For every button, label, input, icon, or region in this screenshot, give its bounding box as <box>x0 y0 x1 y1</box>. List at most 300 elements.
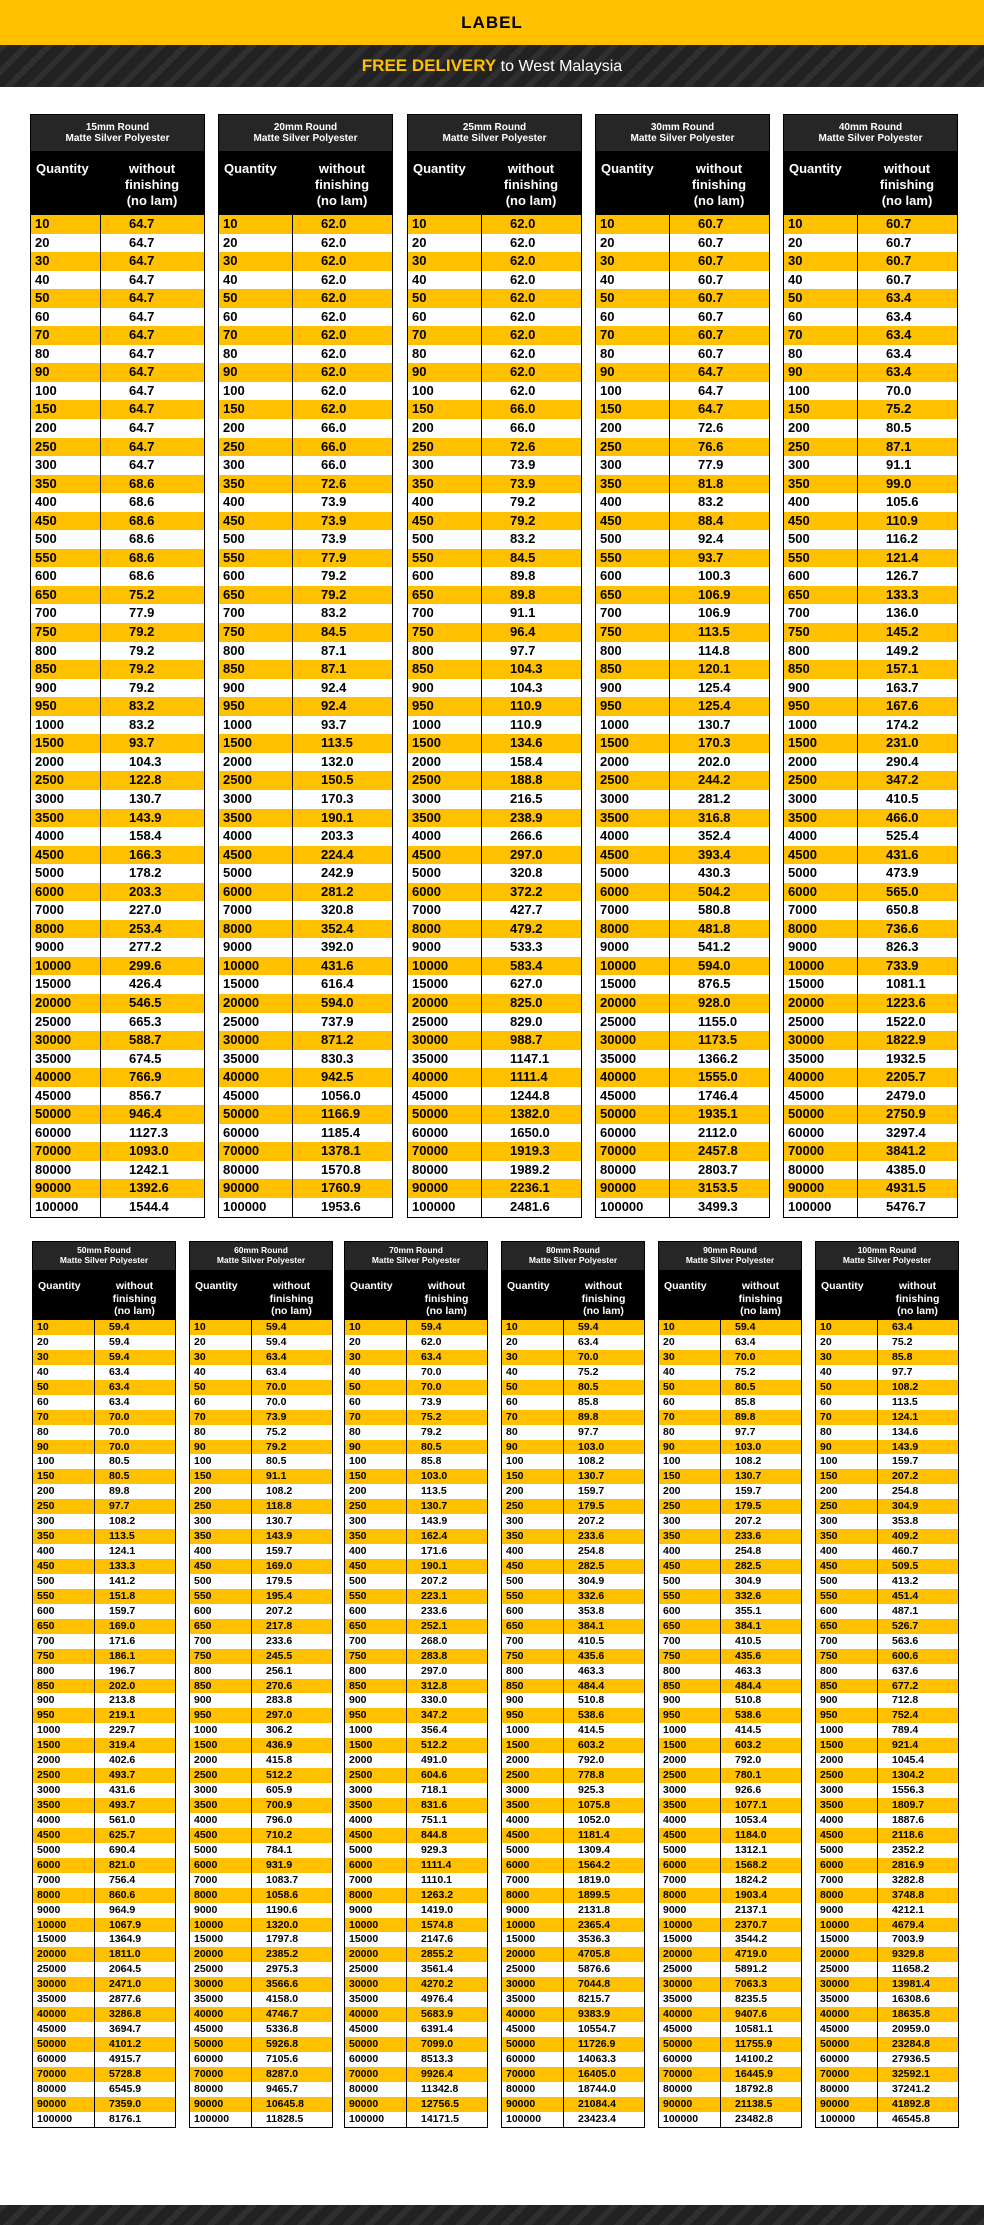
price-cell: 62.0 <box>510 308 536 324</box>
quantity-cell: 3500 <box>345 1798 407 1813</box>
price-cell: 9926.4 <box>421 2067 454 2080</box>
price-cell: 63.4 <box>886 345 912 361</box>
quantity-cell: 600 <box>408 567 482 586</box>
price-cell: 11828.5 <box>266 2112 304 2125</box>
table-row <box>219 1105 392 1124</box>
quantity-cell: 45000 <box>408 1087 482 1106</box>
quantity-cell: 30000 <box>345 1977 407 1992</box>
table-row <box>190 2037 332 2052</box>
price-cell: 299.6 <box>129 957 162 973</box>
price-cell: 66.0 <box>321 438 347 454</box>
table-row <box>219 252 392 271</box>
quantity-cell: 2500 <box>33 1768 95 1783</box>
quantity-cell: 400 <box>31 493 101 512</box>
table-row <box>31 1142 204 1161</box>
quantity-cell: 900 <box>345 1693 407 1708</box>
table-row <box>659 1708 801 1723</box>
price-cell: 1075.8 <box>578 1799 611 1811</box>
table-row <box>33 1947 175 1962</box>
table-row <box>31 363 204 382</box>
table-row <box>33 1514 175 1529</box>
table-row <box>33 1649 175 1664</box>
table-row <box>596 790 769 809</box>
quantity-cell: 30000 <box>219 1031 293 1050</box>
quantity-cell: 45000 <box>31 1087 101 1106</box>
price-cell: 60.7 <box>698 271 724 287</box>
quantity-cell: 9000 <box>659 1903 721 1918</box>
quantity-cell: 45000 <box>219 1087 293 1106</box>
quantity-cell: 150 <box>408 400 482 419</box>
price-cell: 64.7 <box>129 290 155 306</box>
quantity-cell: 100000 <box>31 1198 101 1217</box>
table-row <box>345 1380 487 1395</box>
quantity-cell: 70000 <box>502 2067 564 2082</box>
price-cell: 83.2 <box>129 716 155 732</box>
table-row <box>596 345 769 364</box>
quantity-cell: 750 <box>33 1649 95 1664</box>
table-row <box>190 1828 332 1843</box>
quantity-cell: 500 <box>784 530 858 549</box>
quantity-cell: 5000 <box>190 1843 252 1858</box>
quantity-cell: 35000 <box>659 1992 721 2007</box>
quantity-cell: 60000 <box>31 1124 101 1143</box>
table-row <box>219 419 392 438</box>
quantity-cell: 8000 <box>345 1888 407 1903</box>
price-cell: 426.4 <box>129 976 162 992</box>
table-row <box>659 1320 801 1335</box>
table-row <box>408 734 581 753</box>
price-cell: 233.6 <box>421 1604 448 1617</box>
table-row <box>816 1918 958 1933</box>
price-cell: 134.6 <box>892 1425 919 1438</box>
quantity-cell: 20000 <box>659 1947 721 1962</box>
quantity-cell: 350 <box>33 1529 95 1544</box>
price-header <box>252 1270 331 1320</box>
table-row <box>31 549 204 568</box>
footer-bar <box>0 2205 984 2225</box>
quantity-cell: 1500 <box>408 734 482 753</box>
price-cell: 796.0 <box>266 1813 293 1826</box>
table-row <box>816 1559 958 1574</box>
quantity-cell: 20 <box>31 234 101 253</box>
price-cell: 63.4 <box>735 1335 756 1348</box>
table-row <box>816 1798 958 1813</box>
table-row <box>345 2082 487 2097</box>
price-cell: 219.1 <box>109 1709 136 1722</box>
quantity-cell: 6000 <box>408 883 482 902</box>
price-cell: 202.0 <box>698 753 731 769</box>
table-row <box>190 1484 332 1499</box>
table-row <box>816 1708 958 1723</box>
table-row <box>502 1813 644 1828</box>
table-row <box>31 1013 204 1032</box>
quantity-cell: 300 <box>659 1514 721 1529</box>
quantity-cell: 3500 <box>31 809 101 828</box>
quantity-cell: 200 <box>33 1484 95 1499</box>
table-row <box>33 1544 175 1559</box>
price-cell: 179.5 <box>266 1574 293 1587</box>
quantity-cell: 3000 <box>219 790 293 809</box>
price-cell: 304.9 <box>892 1500 919 1513</box>
table-row <box>219 660 392 679</box>
table-row <box>31 215 204 234</box>
quantity-cell: 40000 <box>33 2007 95 2022</box>
table-row <box>596 771 769 790</box>
table-row <box>345 1350 487 1365</box>
quantity-cell: 30000 <box>33 1977 95 1992</box>
table-row <box>345 1843 487 1858</box>
quantity-cell: 800 <box>596 642 670 661</box>
table-row <box>596 827 769 846</box>
table-row <box>408 604 581 623</box>
quantity-cell: 40 <box>408 271 482 290</box>
price-cell: 62.0 <box>321 271 347 287</box>
quantity-cell: 60000 <box>784 1124 858 1143</box>
quantity-cell: 1000 <box>816 1723 878 1738</box>
table-row <box>816 1440 958 1455</box>
price-cell: 136.0 <box>886 605 919 621</box>
table-title <box>31 115 204 151</box>
price-cell: 130.7 <box>421 1500 448 1513</box>
quantity-cell: 4000 <box>219 827 293 846</box>
quantity-header: Quantity <box>821 1280 864 1292</box>
table-row <box>816 1932 958 1947</box>
price-cell: 87.1 <box>321 642 347 658</box>
quantity-cell: 400 <box>190 1544 252 1559</box>
table-row <box>190 2022 332 2037</box>
price-header-line: (no lam) <box>897 1305 938 1318</box>
price-cell: 4746.7 <box>266 2008 299 2021</box>
table-row <box>219 1142 392 1161</box>
price-cell: 145.2 <box>886 624 919 640</box>
price-header-line: finishing <box>691 176 747 192</box>
table-row <box>345 1604 487 1619</box>
price-cell: 70.0 <box>109 1440 130 1453</box>
price-cell: 60.7 <box>698 234 724 250</box>
table-row <box>408 938 581 957</box>
price-cell: 283.8 <box>421 1649 448 1662</box>
quantity-cell: 45000 <box>816 2022 878 2037</box>
quantity-cell: 300 <box>190 1514 252 1529</box>
price-cell: 510.8 <box>735 1694 762 1707</box>
price-cell: 80.5 <box>735 1380 756 1393</box>
table-row <box>659 1440 801 1455</box>
price-cell: 64.7 <box>129 253 155 269</box>
table-row <box>219 846 392 865</box>
table-row <box>502 1903 644 1918</box>
quantity-cell: 40000 <box>190 2007 252 2022</box>
price-cell: 281.2 <box>698 790 731 806</box>
quantity-cell: 8000 <box>190 1888 252 1903</box>
price-cell: 196.7 <box>109 1664 136 1677</box>
quantity-cell: 8000 <box>31 920 101 939</box>
table-row <box>31 1124 204 1143</box>
table-row <box>596 493 769 512</box>
quantity-cell: 25000 <box>408 1013 482 1032</box>
quantity-cell: 650 <box>596 586 670 605</box>
quantity-cell: 200 <box>659 1484 721 1499</box>
price-cell: 81.8 <box>698 475 724 491</box>
quantity-cell: 550 <box>345 1589 407 1604</box>
price-cell: 493.7 <box>109 1769 136 1782</box>
table-row <box>784 493 957 512</box>
quantity-cell: 550 <box>33 1589 95 1604</box>
quantity-cell: 20 <box>190 1335 252 1350</box>
quantity-cell: 9000 <box>31 938 101 957</box>
table-row <box>345 1634 487 1649</box>
price-cell: 233.6 <box>266 1634 293 1647</box>
table-row <box>784 679 957 698</box>
quantity-cell: 250 <box>596 438 670 457</box>
price-cell: 113.5 <box>321 735 353 751</box>
price-cell: 79.2 <box>321 586 347 602</box>
quantity-cell: 90 <box>31 363 101 382</box>
table-row <box>345 1574 487 1589</box>
quantity-header: Quantity <box>664 1280 707 1292</box>
quantity-cell: 100 <box>659 1454 721 1469</box>
table-row <box>31 1050 204 1069</box>
price-cell: 64.7 <box>129 364 155 380</box>
quantity-cell: 15000 <box>31 975 101 994</box>
quantity-cell: 15000 <box>596 975 670 994</box>
quantity-cell: 700 <box>33 1634 95 1649</box>
price-cell: 89.8 <box>510 586 536 602</box>
quantity-cell: 650 <box>502 1619 564 1634</box>
table-row <box>816 1753 958 1768</box>
quantity-cell: 300 <box>816 1514 878 1529</box>
price-cell: 384.1 <box>578 1619 605 1632</box>
price-cell: 487.1 <box>892 1604 919 1617</box>
quantity-cell: 3000 <box>408 790 482 809</box>
quantity-cell: 100 <box>502 1454 564 1469</box>
price-cell: 1127.3 <box>129 1124 169 1140</box>
quantity-cell: 350 <box>502 1529 564 1544</box>
table-row <box>33 1873 175 1888</box>
price-cell: 533.3 <box>510 939 543 955</box>
table-row <box>190 1574 332 1589</box>
price-table <box>407 114 582 1218</box>
price-cell: 66.0 <box>510 401 536 417</box>
table-row <box>219 716 392 735</box>
table-row <box>33 1335 175 1350</box>
price-cell: 124.1 <box>892 1410 919 1423</box>
table-header <box>31 151 204 215</box>
table-title-material: Matte Silver Polyester <box>842 1255 932 1265</box>
price-cell: 1058.6 <box>266 1888 299 1901</box>
price-cell: 60.7 <box>886 271 912 287</box>
price-cell: 63.4 <box>421 1350 442 1363</box>
table-row <box>190 1619 332 1634</box>
quantity-cell: 30 <box>502 1350 564 1365</box>
price-cell: 270.6 <box>266 1679 293 1692</box>
quantity-cell: 3000 <box>33 1783 95 1798</box>
price-cell: 110.9 <box>510 716 542 732</box>
price-header <box>670 151 768 215</box>
quantity-cell: 70 <box>816 1410 878 1425</box>
price-cell: 384.1 <box>735 1619 762 1632</box>
table-row <box>659 1484 801 1499</box>
quantity-cell: 35000 <box>502 1992 564 2007</box>
price-cell: 463.3 <box>735 1664 762 1677</box>
quantity-cell: 8000 <box>33 1888 95 1903</box>
quantity-cell: 60000 <box>190 2052 252 2067</box>
price-cell: 130.7 <box>578 1470 605 1483</box>
quantity-cell: 800 <box>659 1664 721 1679</box>
price-header-line: (no lam) <box>583 1305 624 1318</box>
price-cell: 4270.2 <box>421 1978 454 1991</box>
table-row <box>31 938 204 957</box>
price-table <box>815 1241 959 2128</box>
table-row <box>345 1454 487 1469</box>
quantity-cell: 4000 <box>345 1813 407 1828</box>
table-row <box>816 1664 958 1679</box>
quantity-cell: 150 <box>816 1469 878 1484</box>
table-row <box>408 1198 581 1217</box>
quantity-cell: 450 <box>596 512 670 531</box>
quantity-cell: 750 <box>31 623 101 642</box>
table-row <box>408 1161 581 1180</box>
quantity-cell: 5000 <box>784 864 858 883</box>
table-row <box>345 2022 487 2037</box>
table-row <box>345 1992 487 2007</box>
price-cell: 784.1 <box>266 1843 293 1856</box>
quantity-cell: 15000 <box>659 1932 721 1947</box>
quantity-cell: 4000 <box>659 1813 721 1828</box>
quantity-cell: 800 <box>31 642 101 661</box>
quantity-cell: 70000 <box>190 2067 252 2082</box>
quantity-cell: 750 <box>596 623 670 642</box>
table-row <box>596 1013 769 1032</box>
quantity-cell: 550 <box>190 1589 252 1604</box>
quantity-cell: 250 <box>190 1499 252 1514</box>
price-cell: 143.9 <box>892 1440 919 1453</box>
quantity-cell: 950 <box>219 697 293 716</box>
quantity-cell: 2500 <box>219 771 293 790</box>
table-row <box>219 697 392 716</box>
table-row <box>816 1977 958 1992</box>
table-row <box>502 1350 644 1365</box>
price-header <box>95 1270 174 1320</box>
quantity-cell: 1000 <box>31 716 101 735</box>
table-row <box>31 1161 204 1180</box>
quantity-cell: 30 <box>190 1350 252 1365</box>
quantity-cell: 1000 <box>502 1723 564 1738</box>
quantity-cell: 4500 <box>345 1828 407 1843</box>
table-row <box>816 2082 958 2097</box>
table-row <box>502 1484 644 1499</box>
quantity-cell: 9000 <box>596 938 670 957</box>
price-cell: 332.6 <box>578 1589 605 1602</box>
table-row <box>408 456 581 475</box>
price-cell: 242.9 <box>321 865 354 881</box>
price-cell: 68.6 <box>129 494 155 510</box>
quantity-cell: 10 <box>784 215 858 234</box>
price-cell: 1111.4 <box>510 1069 548 1085</box>
price-cell: 62.0 <box>321 382 347 398</box>
quantity-cell: 50000 <box>659 2037 721 2052</box>
price-cell: 825.0 <box>510 994 543 1010</box>
quantity-cell: 950 <box>659 1708 721 1723</box>
price-cell: 11755.9 <box>735 2038 773 2050</box>
table-row <box>345 1425 487 1440</box>
table-row <box>33 1380 175 1395</box>
table-row <box>345 2007 487 2022</box>
delivery-banner <box>0 45 984 87</box>
quantity-cell: 40000 <box>659 2007 721 2022</box>
table-row <box>345 1395 487 1410</box>
table-row <box>502 1798 644 1813</box>
table-row <box>31 604 204 623</box>
price-cell: 37241.2 <box>892 2082 930 2095</box>
table-header <box>408 151 581 215</box>
price-cell: 712.8 <box>892 1694 919 1707</box>
quantity-cell: 5000 <box>816 1843 878 1858</box>
table-row <box>596 1198 769 1217</box>
table-row <box>190 1350 332 1365</box>
quantity-cell: 40 <box>219 271 293 290</box>
quantity-cell: 1000 <box>190 1723 252 1738</box>
table-row <box>345 1544 487 1559</box>
table-row <box>31 716 204 735</box>
price-cell: 59.4 <box>109 1321 130 1333</box>
price-cell: 64.7 <box>129 457 155 473</box>
quantity-cell: 80000 <box>219 1161 293 1180</box>
table-row <box>190 2112 332 2127</box>
price-cell: 826.3 <box>886 939 919 955</box>
price-cell: 2816.9 <box>892 1858 925 1871</box>
table-row <box>502 2082 644 2097</box>
price-cell: 281.2 <box>321 883 354 899</box>
table-row <box>31 289 204 308</box>
quantity-cell: 6000 <box>31 883 101 902</box>
quantity-cell: 4500 <box>219 846 293 865</box>
quantity-cell: 10000 <box>596 957 670 976</box>
price-cell: 167.6 <box>886 698 919 714</box>
price-cell: 479.2 <box>510 920 543 936</box>
table-row <box>31 308 204 327</box>
table-row <box>190 2007 332 2022</box>
price-cell: 929.3 <box>421 1843 448 1856</box>
quantity-cell: 20000 <box>408 994 482 1013</box>
quantity-cell: 4500 <box>502 1828 564 1843</box>
table-row <box>659 1903 801 1918</box>
quantity-cell: 25000 <box>659 1962 721 1977</box>
price-cell: 73.9 <box>421 1395 442 1408</box>
table-row <box>659 2112 801 2127</box>
quantity-cell: 3000 <box>659 1783 721 1798</box>
price-cell: 1932.5 <box>886 1050 926 1066</box>
price-cell: 430.3 <box>698 865 731 881</box>
price-cell: 169.0 <box>109 1619 136 1632</box>
table-row <box>502 1469 644 1484</box>
table-row <box>502 1932 644 1947</box>
price-cell: 2457.8 <box>698 1143 738 1159</box>
quantity-cell: 1500 <box>219 734 293 753</box>
table-row <box>596 1105 769 1124</box>
quantity-cell: 8000 <box>784 920 858 939</box>
table-row <box>33 2037 175 2052</box>
price-cell: 463.3 <box>578 1664 605 1677</box>
price-cell: 830.3 <box>321 1050 354 1066</box>
quantity-cell: 50 <box>784 289 858 308</box>
table-row <box>31 345 204 364</box>
table-row <box>33 1425 175 1440</box>
price-cell: 1824.2 <box>735 1873 768 1886</box>
table-row <box>345 1559 487 1574</box>
price-cell: 752.4 <box>892 1709 919 1722</box>
price-cell: 62.0 <box>321 308 347 324</box>
price-cell: 921.4 <box>892 1739 919 1752</box>
